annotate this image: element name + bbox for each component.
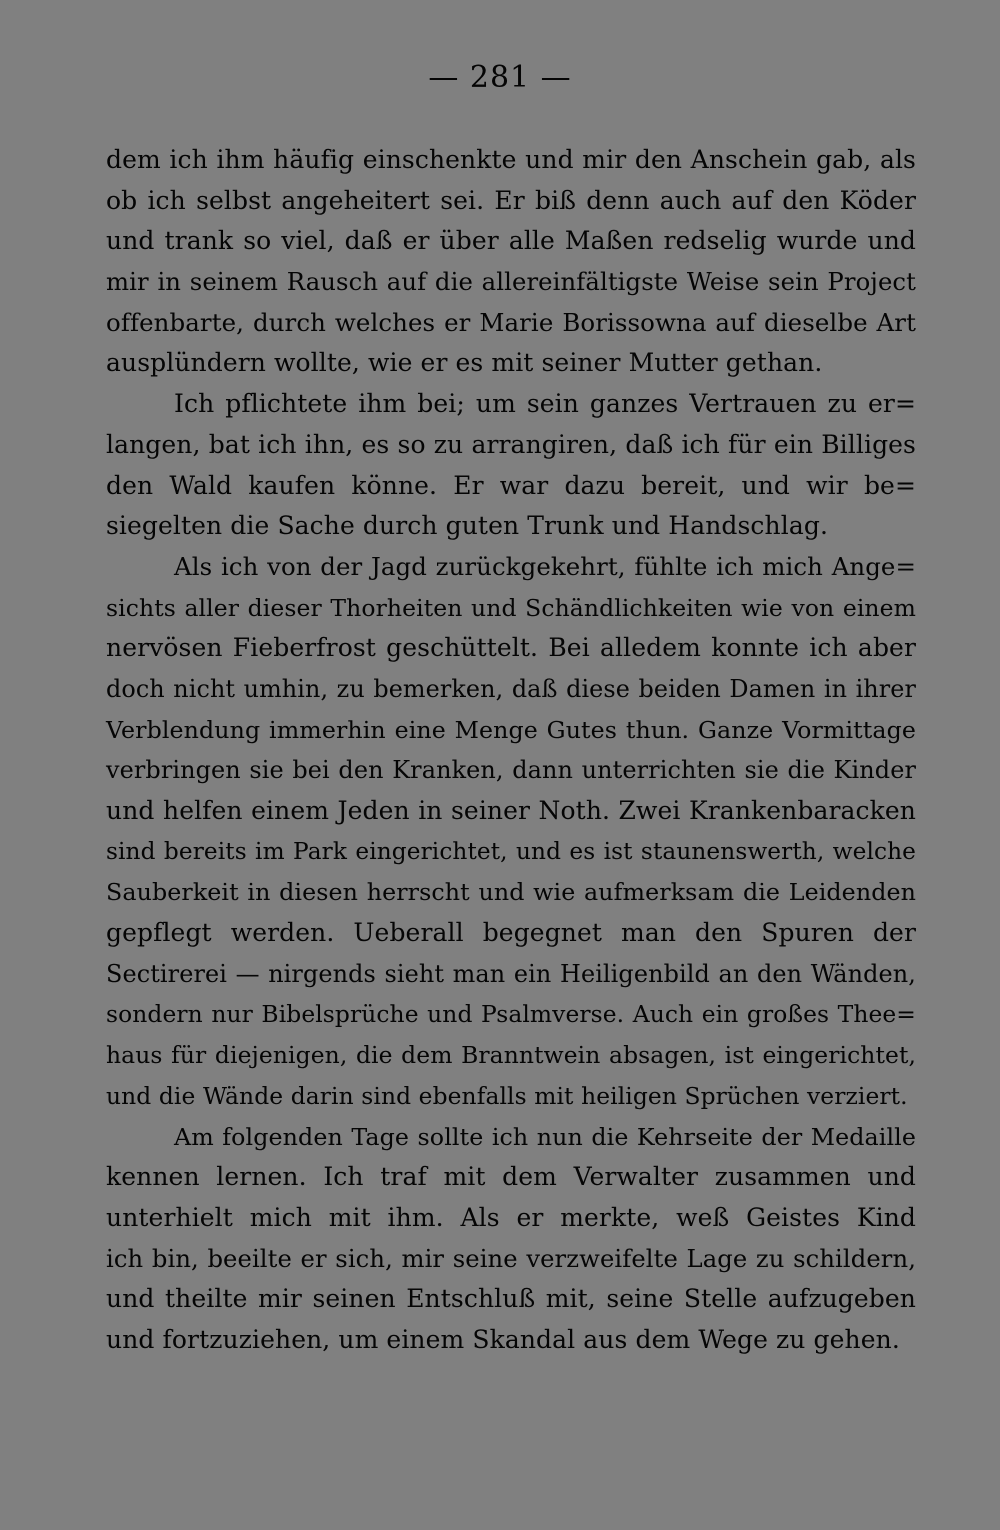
text-line: nervösen Fieberfrost geschüttelt. Bei alledem konnte ich aber (106, 633, 916, 663)
text-line: Sectirerei — nirgends sieht man ein Heiligenbild an den Wänden, (106, 959, 916, 988)
text-line: kennen lernen. Ich traf mit dem Verwalter zusammen und (106, 1162, 916, 1192)
text-line: Am folgenden Tage sollte ich nun die Kehrseite der Medaille (174, 1122, 916, 1151)
text-line: den Wald kaufen könne. Er war dazu bereit, und wir be= (106, 470, 916, 500)
text-line: dem ich ihm häufig einschenkte und mir den Anschein gab, als (106, 145, 916, 174)
text-line: und helfen einem Jeden in seiner Noth. Zwei Krankenbaracken (106, 796, 916, 825)
text-line: Ich pflichtete ihm bei; um sein ganzes Vertrauen zu er= (174, 389, 916, 419)
text-line: ob ich selbst angeheitert sei. Er biß denn auch auf den Köder (106, 185, 916, 215)
text-line: sichts aller dieser Thorheiten und Schändlichkeiten wie von einem (106, 593, 916, 622)
paragraph-3 (106, 547, 916, 1117)
text-line: ich bin, beeilte er sich, mir seine verzweifelte Lage zu schildern, (106, 1243, 916, 1273)
text-line: unterhielt mich mit ihm. Als er merkte, weß Geistes Kind (106, 1202, 916, 1232)
text-line: Verblendung immerhin eine Menge Gutes thun. Ganze Vormittage (106, 715, 916, 744)
text-line: Sauberkeit in diesen herrscht und wie aufmerksam die Leidenden (106, 878, 916, 907)
body-text (106, 140, 916, 1361)
text-line: gepflegt werden. Ueberall begegnet man den Spuren der (106, 918, 916, 948)
text-line: sind bereits im Park eingerichtet, und es ist staunenswerth, welche (106, 837, 916, 865)
paragraph-2 (106, 384, 916, 547)
paragraph-4 (106, 1117, 916, 1361)
text-line: offenbarte, durch welches er Marie Borissowna auf dieselbe Art (106, 307, 916, 337)
paragraph-1 (106, 140, 916, 384)
text-line: und trank so viel, daß er über alle Maßen redselig wurde und (106, 226, 916, 256)
text-line: verbringen sie bei den Kranken, dann unterrichten sie die Kinder (106, 756, 916, 785)
text-line: und die Wände darin sind ebenfalls mit heiligen Sprüchen verziert. (106, 1081, 908, 1110)
text-line: doch nicht umhin, zu bemerken, daß diese beiden Damen in ihrer (106, 674, 916, 703)
text-line: Als ich von der Jagd zurückgekehrt, fühlte ich mich Ange= (174, 551, 916, 581)
text-line: langen, bat ich ihn, es so zu arrangiren, daß ich für ein Billiges (106, 429, 916, 459)
text-line: ausplündern wollte, wie er es mit seiner Mutter gethan. (106, 348, 823, 378)
text-line: mir in seinem Rausch auf die allereinfältigste Weise sein Project (106, 267, 916, 297)
text-line: sondern nur Bibelsprüche und Psalmverse. Auch ein großes Thee= (106, 1000, 916, 1029)
page-number: — 281 — (428, 60, 572, 95)
text-line: haus für diejenigen, die dem Branntwein absagen, ist eingerichtet, (106, 1041, 916, 1070)
text-line: und fortzuziehen, um einem Skandal aus dem Wege zu gehen. (106, 1324, 900, 1354)
text-line: siegelten die Sache durch guten Trunk und Handschlag. (106, 511, 828, 541)
text-line: und theilte mir seinen Entschluß mit, seine Stelle aufzugeben (106, 1284, 916, 1314)
